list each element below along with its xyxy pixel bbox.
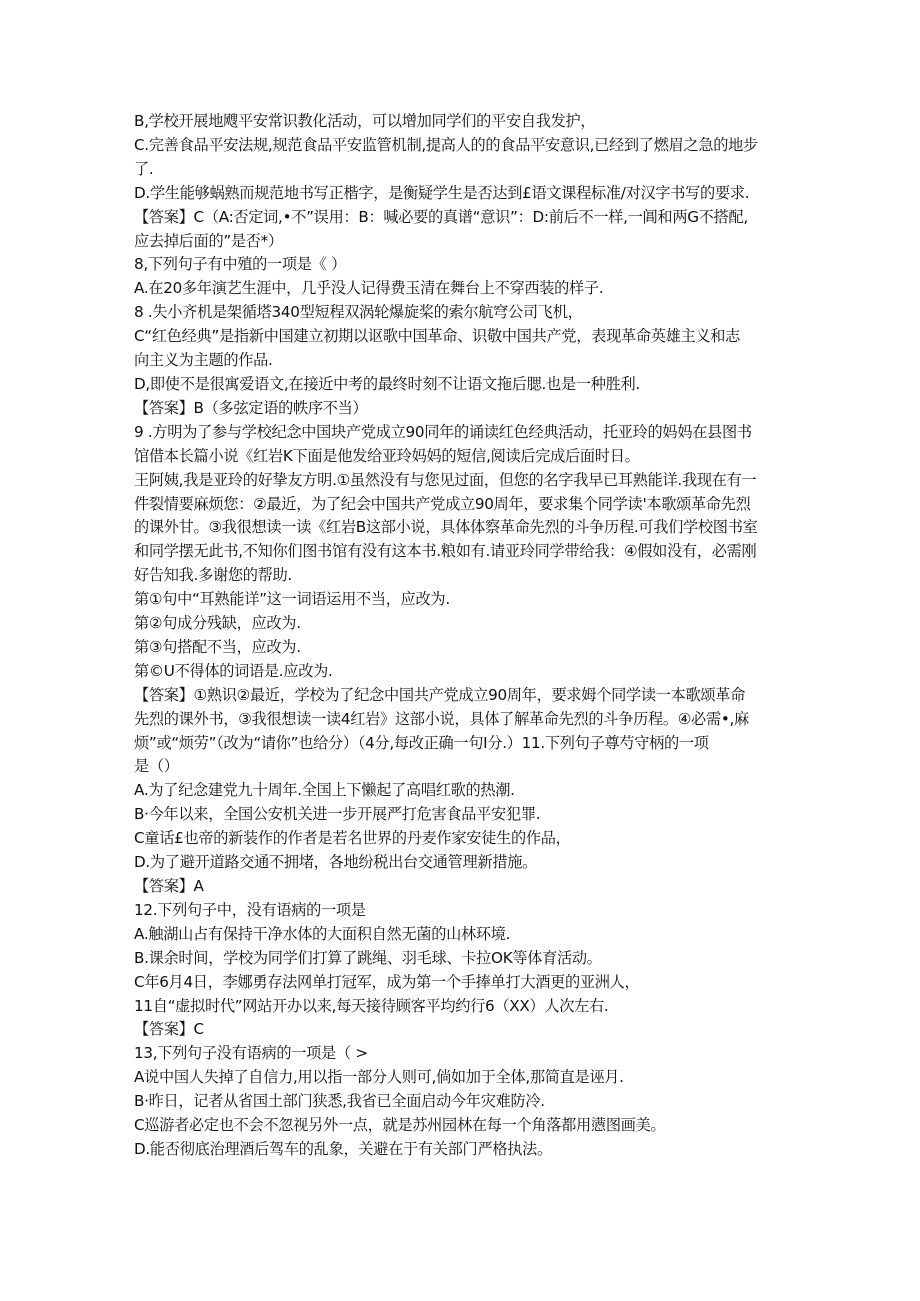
option-line: C“红色经典”是指新中国建立初期以讴歌中国革命、识敬中国共产党，表现革命英雄主义和志 [134,327,741,346]
answer-line: 【答案】①熟识②最近，学校为了纪念中国共产党成立90周年，要求姆个同学读一本歌颂革命 [134,685,746,704]
text-line: 第②句成分残缺，应改为. [134,614,301,633]
option-line: 向主义为主题的作品. [134,351,273,370]
answer-line: 应去掉后面的”是否*） [134,231,283,250]
answer-line: 【答案】A [134,877,204,895]
option-line: A.触湖山占有保持干净水体的大面积自然无菌的山林环境. [134,924,511,943]
text-line: 的课外甘。③我很想读一读《红岩B这部小说，具体体察革命先烈的斗争历程.可我们学校图书室 [134,518,758,537]
text-line: 第©U不得体的词语是.应改为. [134,661,333,680]
answer-line: 烦”或“烦劳”（改为“请你”也给分）（4分,每改正确一句I分.）11.下列句子尊芍守柄的一项 [134,733,709,752]
text-line: 馆借本长篇小说《红岩K下面是他发给亚玲妈妈的短信,阅读后完成后面时日。 [134,446,640,465]
text-line: D.学生能够蜗熟而规范地书写正楷字，是衡疑学生是否达到£语文课程标准/对汉字书写的要求. [134,183,750,202]
option-line: D.能否彻底治理酒后驾车的乱象，关避在于有关部门严格执法。 [134,1139,552,1158]
text-line: 了. [134,159,154,178]
text-line: 好告知我.多谢您的帮助. [134,566,292,585]
answer-line: 先烈的课外书，③我很想读一读4红岩》这部小说，具体了解革命先烈的斗争历程。④必需•,麻 [134,709,749,728]
option-line: 11自“虚拟时代”网站开办以来,每天接待顾客平均约行6（XX）人次左右. [134,996,609,1015]
option-line: A.在20多年演艺生涯中，几乎没人记得费玉清在舞台上不穿西装的样子. [134,279,604,298]
document-body [134,110,794,1162]
option-line: C年6月4日，李娜勇存法网单打冠军，成为第一个手捧单打大酒更的亚洲人， [134,972,640,991]
option-line: A说中国人失掉了自信力,用以指一部分人则可,倘如加于全体,那简直是诬月. [134,1068,624,1087]
option-line: B.课余时间，学校为同学们打算了跳绳、羽毛球、卡拉OK等体育活动。 [134,948,602,967]
answer-line: 【答案】C [134,1020,204,1039]
option-line: B·昨日，记者从省国土部门狭悉,我省已全面启动今年灾难防冷. [134,1092,545,1111]
text-line: 第③句搭配不当，应改为. [134,637,301,656]
question-title: 8,下列句子有中殖的一项是《 ） [134,255,346,274]
question-title: 13,下列句子没有语病的一项是（ > [134,1044,368,1063]
option-line: D.为了避开道路交通不拥堵，各地纷税出台交通管理新措施。 [134,853,537,872]
answer-line: 【答案】B（多弦定语的帙序不当） [134,398,368,417]
question-title: 是（） [134,757,179,776]
question-title: 9 .方明为了参与学校纪念中国块产党成立90同年的诵读红色经典活动，托亚玲的妈妈在县图书 [134,422,752,441]
option-line: B·今年以来，全国公安机关进一步开展严打危害食品平安犯罪. [134,805,541,824]
text-line: 第①句中“耳熟能详”这一词语运用不当，应改为. [134,590,450,609]
question-title: 12.下列句子中，没有语病的一项是 [134,900,366,919]
text-line: 件裂情要麻烦您：②最近，为了纪会中国共产党成立90周年，要求集个同学读'本歌颂革命先烈 [134,494,751,513]
text-line: B,学校开展地飕平安常识教化活动，可以增加同学们的平安自我发护， [134,112,596,130]
option-line: 8 .失小齐机是架循塔340型短程双涡轮爆旋桨的索尔航穹公司飞机， [134,303,583,322]
text-line: C.完善食品平安法规,规范食品平安监管机制,提高人的的食品平安意识,已经到了燃眉之急的地步 [134,135,758,154]
text-line: 和同学摆无此书,不知你们图书馆有没有这本书.粮如有.请亚玲同学带给我：④假如没有，必需刚 [134,542,757,561]
text-line: 王阿姨,我是亚玲的好挚友方明.①虽然没有与您见过面，但您的名字我早已耳熟能详.我现在有一 [134,470,757,489]
answer-line: 【答案】C（A:否定词,•不”误用：B：喊必要的真谱“意识”：D:前后不一样,一阊和两G不搭配, [134,207,748,226]
option-line: C童话£也帝的新装作的作者是若名世界的丹麦作家安徒生的作品， [134,829,571,848]
option-line: D,即使不是很寓爱语文,在接近中考的最终时刻不让语文拖后腮.也是一种胜利. [134,374,640,393]
option-line: A.为了纪念建党九十周年.全国上下懒起了高唱红歌的热潮. [134,781,515,800]
option-line: C巡游者必定也不会不忽视另外一点，就是苏州园林在每一个角落都用懑图画美。 [134,1116,666,1135]
